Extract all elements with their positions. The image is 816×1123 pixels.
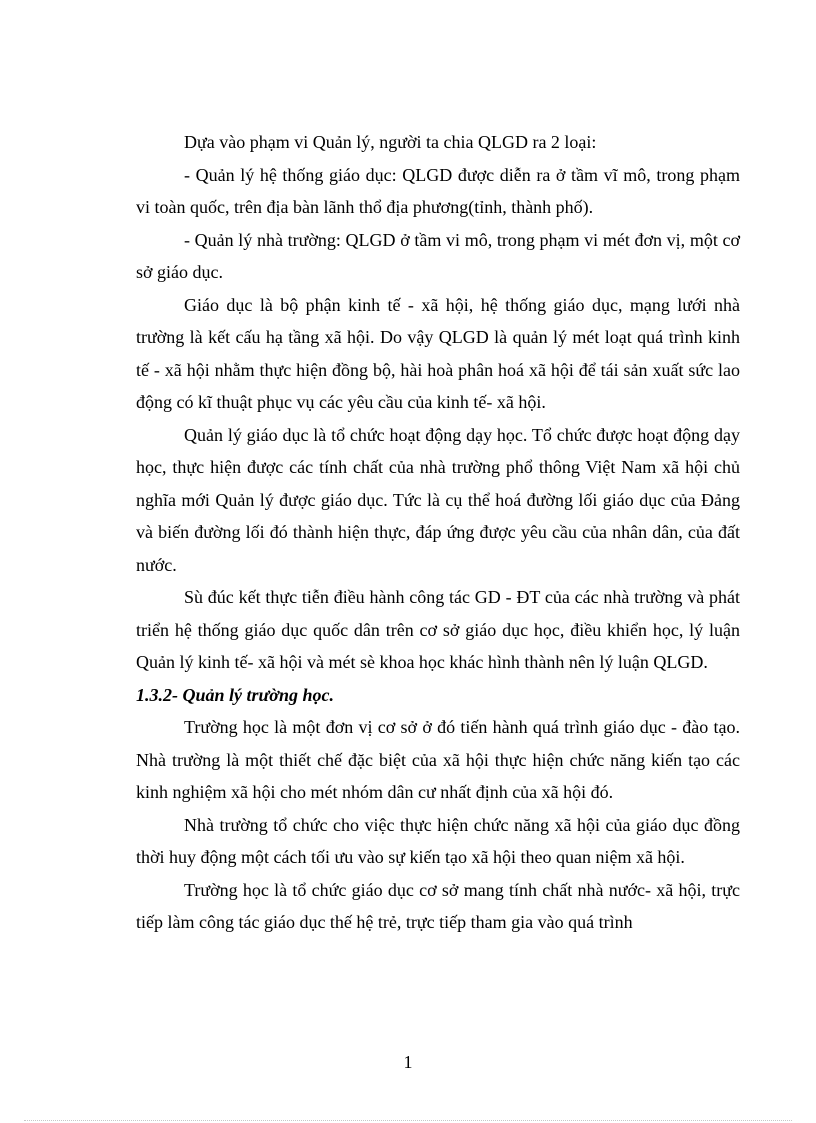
paragraph: Dựa vào phạm vi Quản lý, người ta chia QLGD ra 2 loại: (184, 132, 597, 152)
paragraph: Trường học là một đơn vị cơ sở ở đó tiến hành quá trình giáo dục - đào tạo. Nhà trường là một thiết chế đặc biệt của xã hội thực hiện chức năng kiến tạo các kinh nghiệm xã hội cho mét nhóm dân cư nhất định của xã hội đó. (136, 717, 740, 802)
paragraph: Trường học là tổ chức giáo dục cơ sở mang tính chất nhà nước- xã hội, trực tiếp làm công tác giáo dục thế hệ trẻ, trực tiếp tham gia vào quá trình (136, 879, 740, 932)
paragraph: Quản lý giáo dục là tổ chức hoạt động dạy học. Tổ chức được hoạt động dạy học, thực hiện được các tính chất của nhà trường phổ thông Việt Nam xã hội chủ nghĩa mới Quản lý được giáo dục. Tức là cụ thể hoá đường lối giáo dục của Đảng và biến đường lối đó thành hiện thực, đáp ứng được yêu cầu của nhân dân, của đất nước. (136, 424, 740, 575)
paragraph: - Quản lý hệ thống giáo dục: QLGD được diễn ra ở tầm vĩ mô, trong phạm vi toàn quốc, trên địa bàn lãnh thổ địa phương(tỉnh, thành phố). (136, 164, 740, 217)
paragraph: - Quản lý nhà trường: QLGD ở tầm vi mô, trong phạm vi mét đơn vị, một cơ sở giáo dục. (136, 229, 740, 282)
paragraph: Giáo dục là bộ phận kinh tế - xã hội, hệ thống giáo dục, mạng lưới nhà trường là kết cấu hạ tầng xã hội. Do vậy QLGD là quản lý mét loạt quá trình kinh tế - xã hội nhằm thực hiện đồng bộ, hài hoà phân hoá xã hội để tái sản xuất sức lao động có kĩ thuật phục vụ các yêu cầu của kinh tế- xã hội. (136, 294, 740, 412)
page-bottom-divider (24, 1120, 792, 1121)
page-number: 1 (403, 1052, 413, 1072)
document-body (136, 126, 740, 939)
paragraph: Sù đúc kết thực tiễn điều hành công tác GD - ĐT của các nhà trường và phát triển hệ thống giáo dục quốc dân trên cơ sở giáo dục học, điều khiển học, lý luận Quản lý kinh tế- xã hội và mét sè khoa học khác hình thành nên lý luận QLGD. (136, 587, 740, 672)
paragraph: Nhà trường tổ chức cho việc thực hiện chức năng xã hội của giáo dục đồng thời huy động một cách tối ưu vào sự kiến tạo xã hội theo quan niệm xã hội. (136, 814, 740, 867)
section-heading: 1.3.2- Quản lý trường học. (136, 684, 334, 705)
